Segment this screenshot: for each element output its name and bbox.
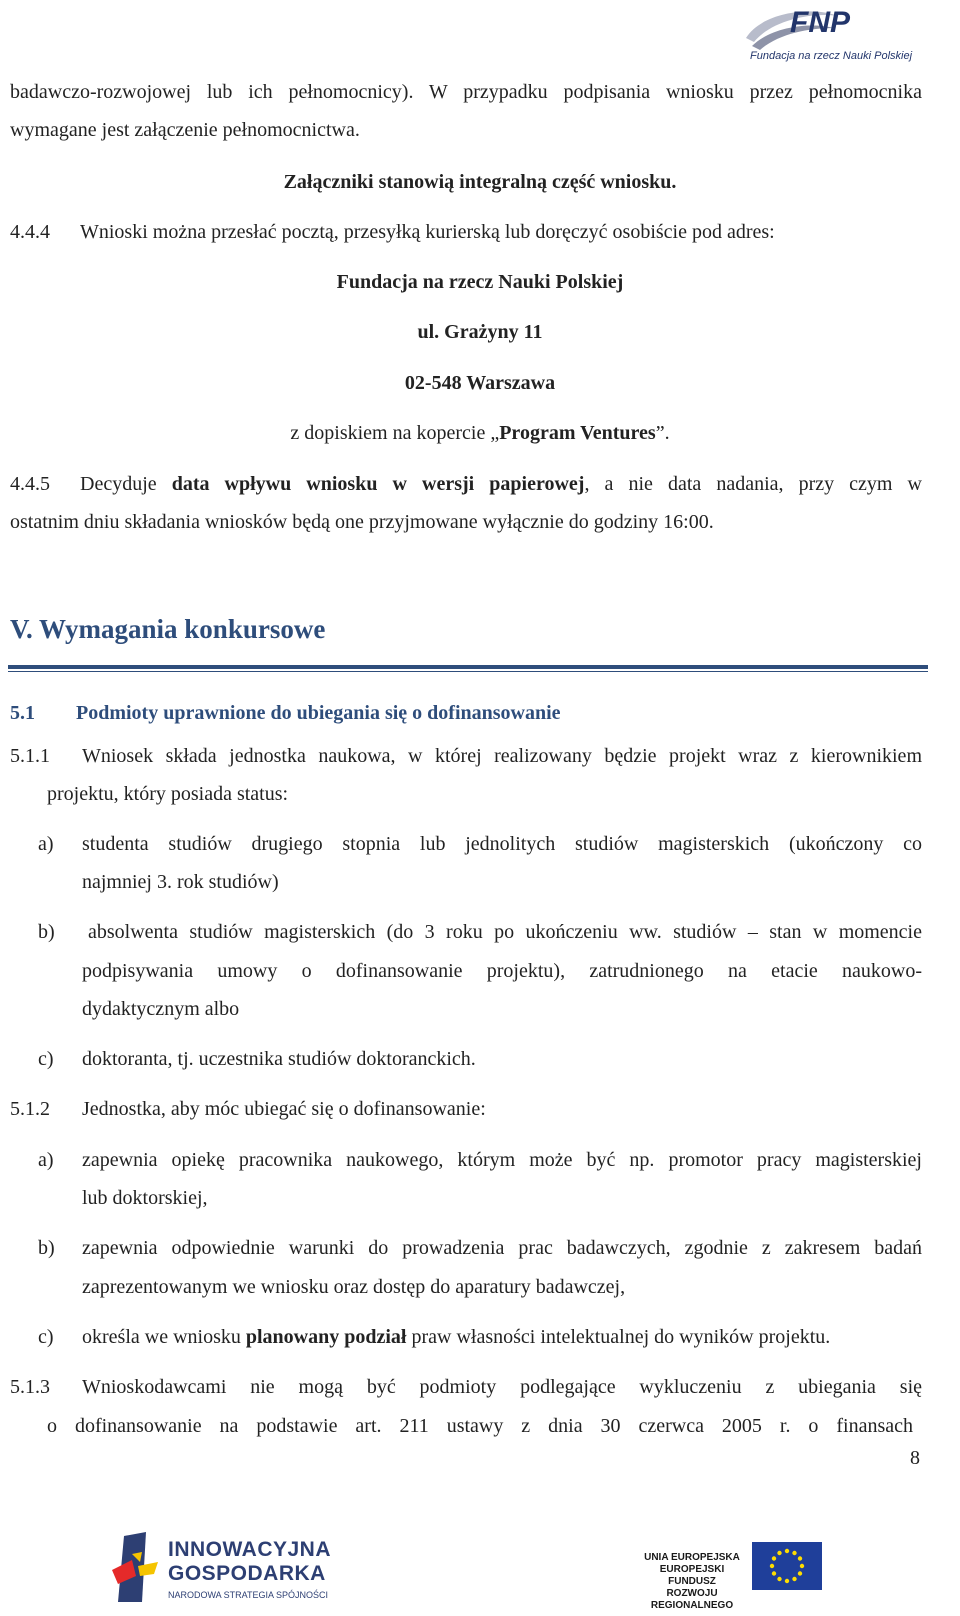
text-run: , a nie data nadania, przy czym w — [584, 473, 922, 495]
subsection-title: Podmioty uprawnione do ubiegania się o dofinansowanie — [76, 702, 561, 724]
eu-line1: UNIA EUROPEJSKA — [644, 1552, 740, 1563]
paragraph-line: badawczo-rozwojowej lub ich pełnomocnicy). W przypadku podpisania wniosku przez pełnomocnika — [10, 81, 922, 103]
address-city: 02-548 Warszawa — [404, 372, 556, 394]
list-item: lub doktorskiej, — [82, 1187, 208, 1209]
list-item: absolwenta studiów magisterskich (do 3 roku po ukończeniu ww. studiów – stan w momencie — [88, 921, 922, 943]
envelope-note-suffix: ”. — [655, 422, 670, 444]
fnp-logo-subtitle: Fundacja na rzecz Nauki Polskiej — [750, 50, 913, 62]
subsection-number: 5.1 — [10, 702, 35, 724]
list-item: studenta studiów drugiego stopnia lub jednolitych studiów magisterskich (ukończony co — [82, 833, 922, 855]
eu-line3: ROZWOJU REGIONALNEGO — [650, 1588, 734, 1611]
innowacyjna-gospodarka-logo — [112, 1532, 352, 1604]
paragraph-line: projektu, który posiada status: — [47, 783, 289, 805]
ig-line2: GOSPODARKA — [168, 1562, 326, 1585]
section-number: 5.1.2 — [10, 1098, 50, 1120]
fnp-logo — [742, 2, 954, 66]
address-name: Fundacja na rzecz Nauki Polskiej — [336, 271, 624, 293]
list-item: zaprezentowanym we wniosku oraz dostęp do aparatury badawczej, — [82, 1276, 626, 1298]
list-marker: a) — [38, 1149, 54, 1171]
eu-flag-icon — [752, 1542, 822, 1590]
program-name: Program Ventures — [499, 422, 656, 444]
list-marker: b) — [38, 921, 55, 943]
eu-line2: EUROPEJSKI FUNDUSZ — [659, 1564, 725, 1587]
emphasis: planowany podział — [245, 1326, 407, 1348]
envelope-note — [0, 421, 960, 445]
list-item: doktoranta, tj. uczestnika studiów doktoranckich. — [82, 1048, 476, 1070]
list-item: najmniej 3. rok studiów) — [82, 871, 279, 893]
paragraph-line: Wniosek składa jednostka naukowa, w której realizowany będzie projekt wraz z kierownikiem — [82, 745, 922, 767]
list-item: podpisywania umowy o dofinansowanie projektu), zatrudnionego na etacie naukowo- — [82, 960, 922, 982]
divider — [8, 665, 928, 669]
ig-line3: NARODOWA STRATEGIA SPÓJNOŚCI — [168, 1590, 329, 1600]
paragraph-line: Wnioskodawcami nie mogą być podmioty podlegające wykluczeniu z ubiegania się — [82, 1376, 922, 1398]
section-number: 4.4.4 — [10, 221, 50, 243]
text-run: Decyduje — [80, 473, 157, 495]
emphasis: data wpływu wniosku w wersji papierowej — [171, 473, 585, 495]
envelope-note-prefix: z dopiskiem na kopercie „ — [290, 422, 500, 444]
list-item: zapewnia odpowiednie warunki do prowadzenia prac badawczych, zgodnie z zakresem badań — [82, 1237, 922, 1259]
section-number: 5.1.3 — [10, 1376, 50, 1398]
page-number: 8 — [910, 1447, 920, 1469]
section-number: 5.1.1 — [10, 745, 50, 767]
text-run: praw własności intelektualnej do wyników projektu. — [406, 1326, 831, 1348]
address-street: ul. Grażyny 11 — [417, 321, 543, 343]
eu-text — [636, 1552, 748, 1612]
text-run: określa we wniosku — [82, 1326, 246, 1348]
list-item — [82, 1325, 830, 1349]
ig-line1: INNOWACYJNA — [168, 1538, 332, 1561]
chapter-title: V. Wymagania konkursowe — [10, 614, 326, 644]
paragraph-line: Jednostka, aby móc ubiegać się o dofinansowanie: — [82, 1098, 486, 1120]
paragraph-line: ostatnim dniu składania wniosków będą one przyjmowane wyłącznie do godziny 16:00. — [10, 511, 714, 533]
paragraph-line: wymagane jest załączenie pełnomocnictwa. — [10, 119, 360, 141]
fnp-logo-text: FNP — [790, 6, 850, 39]
list-marker: a) — [38, 833, 54, 855]
list-marker: c) — [38, 1048, 54, 1070]
paragraph-line — [80, 472, 922, 496]
section-number: 4.4.5 — [10, 473, 50, 495]
list-item: dydaktycznym albo — [82, 998, 240, 1020]
list-marker: b) — [38, 1237, 55, 1259]
ig-emblem-icon — [112, 1532, 162, 1604]
divider — [8, 671, 928, 672]
list-item: zapewnia opiekę pracownika naukowego, którym może być np. promotor pracy magisterskiej — [82, 1149, 922, 1171]
attachments-note: Załączniki stanowią integralną część wniosku. — [283, 171, 677, 193]
list-marker: c) — [38, 1326, 54, 1348]
paragraph-line: Wnioski można przesłać pocztą, przesyłką kurierską lub doręczyć osobiście pod adres: — [80, 221, 775, 243]
eu-logo — [626, 1534, 846, 1611]
paragraph-line: o dofinansowanie na podstawie art. 211 ustawy z dnia 30 czerwca 2005 r. o finansach — [47, 1415, 913, 1437]
